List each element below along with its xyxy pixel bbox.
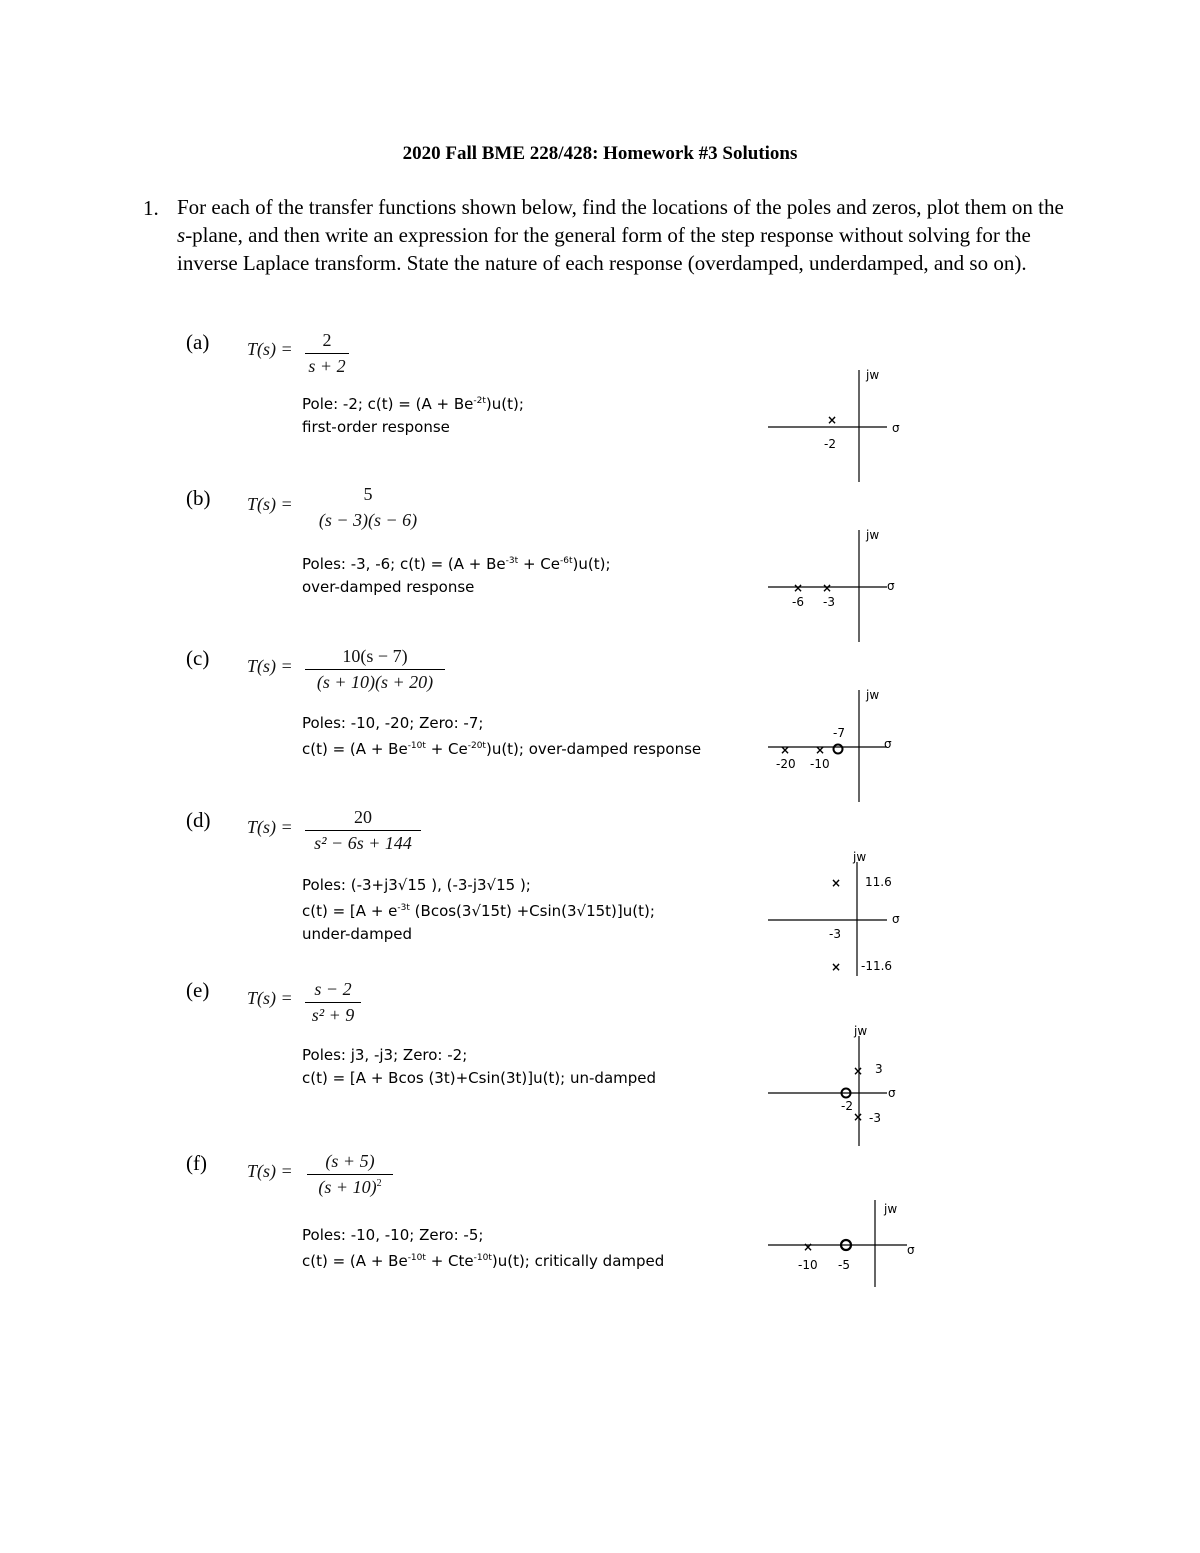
question-number: 1. [143, 196, 159, 220]
denominator: s + 2 [308, 356, 346, 376]
answer-text: + Cte [425, 1252, 474, 1270]
pole-marker: × [780, 743, 791, 757]
equation-lhs: T(s) = [247, 1161, 293, 1181]
zero-label: -7 [833, 726, 845, 740]
pole-marker: × [793, 581, 804, 595]
denominator: (s + 10)(s + 20) [316, 672, 434, 692]
part-d-label: (d) [186, 808, 211, 832]
part-f-label: (f) [186, 1151, 207, 1175]
part-f-pole-zero-plot [765, 1190, 925, 1295]
jw-label: jw [854, 1024, 868, 1038]
equation-lhs: T(s) = [247, 494, 293, 514]
answer-line-2: c(t) = [A + Bcos (3t)+Csin(3t)]u(t); un-damped [302, 1069, 657, 1087]
denominator-wrap [307, 1177, 393, 1198]
pole-label: -10 [810, 757, 830, 771]
jw-label: jw [866, 528, 880, 542]
denominator: s² − 6s + 144 [314, 833, 412, 853]
answer-line-1: Poles: -10, -20; Zero: -7; [302, 714, 484, 732]
pole-label: -10 [798, 1258, 818, 1272]
numerator: 10(s − 7) [342, 646, 408, 666]
pole-marker: × [815, 743, 826, 757]
pole-marker: × [831, 876, 842, 890]
answer-text: c(t) = [A + e [302, 902, 398, 920]
part-e-pole-zero-plot [765, 1020, 915, 1155]
answer-text: Poles: -3, -6; c(t) = (A + Be [302, 555, 506, 573]
jw-label: jw [884, 1202, 898, 1216]
exponent: -3t [505, 556, 519, 566]
numerator: 20 [354, 807, 372, 827]
sigma-label: σ [892, 421, 900, 435]
pole-marker: × [822, 581, 833, 595]
exponent: 2 [376, 1178, 382, 1189]
page-title: 2020 Fall BME 228/428: Homework #3 Solutions [402, 143, 798, 164]
pole-marker: × [831, 960, 842, 974]
answer-line-1 [302, 550, 611, 576]
part-b-answer [302, 550, 611, 599]
sigma-label: σ [892, 912, 900, 926]
pole-label: -3 [823, 595, 835, 609]
answer-line-2: first-order response [302, 418, 450, 436]
jw-label: jw [866, 688, 880, 702]
question-text [177, 193, 1077, 277]
fraction-bar [305, 1002, 361, 1003]
exponent: -6t [560, 556, 573, 566]
answer-line-1: Poles: -10, -10; Zero: -5; [302, 1226, 484, 1244]
exponent: -10t [407, 1253, 426, 1263]
equation-lhs: T(s) = [247, 656, 293, 676]
fraction-bar [305, 830, 421, 831]
sigma-label: σ [888, 1086, 896, 1100]
denominator: s² + 9 [311, 1005, 355, 1025]
exponent: -10t [473, 1253, 492, 1263]
part-a-answer [302, 390, 524, 439]
s-symbol: s [177, 223, 186, 247]
numerator: (s + 5) [325, 1151, 375, 1171]
sigma-label: σ [907, 1243, 915, 1257]
numerator: 2 [322, 330, 332, 350]
fraction-bar [307, 1174, 393, 1175]
jw-label: jw [866, 368, 880, 382]
part-d-pole-zero-plot [765, 848, 915, 983]
pole-label: -2 [824, 437, 836, 451]
part-c-label: (c) [186, 646, 210, 670]
pole-label: 3 [875, 1062, 883, 1076]
equation-lhs: T(s) = [247, 339, 293, 359]
part-b-label: (b) [186, 486, 211, 510]
part-c-pole-zero-plot [765, 680, 915, 810]
part-d-answer [302, 874, 655, 946]
answer-text: + Ce [425, 740, 468, 758]
zero-label: -5 [838, 1258, 850, 1272]
question-text-part1: For each of the transfer functions shown below, find the locations of the poles and zeros, plot them on the [177, 195, 1064, 219]
denominator: (s − 3)(s − 6) [318, 510, 418, 530]
answer-text: Pole: -2; c(t) = (A + Be [302, 395, 474, 413]
equation-lhs: T(s) = [247, 817, 293, 837]
answer-line-1: Poles: j3, -j3; Zero: -2; [302, 1046, 468, 1064]
question-text-part2: -plane, and then write an expression for the general form of the step response without solving for the inverse Laplace transform. State the nature of each response (overdamped, underdamped, and so on). [177, 223, 1031, 275]
pole-marker: × [853, 1064, 864, 1078]
answer-line-2 [302, 735, 701, 761]
pole-marker: × [827, 413, 838, 427]
pole-label: -11.6 [861, 959, 893, 973]
sigma-label: σ [887, 579, 895, 593]
jw-label: jw [853, 850, 867, 864]
answer-text: + Ce [518, 555, 560, 573]
pole-label: -3 [869, 1111, 881, 1125]
zero-marker [834, 745, 843, 754]
real-label: -3 [829, 927, 841, 941]
numerator: s − 2 [314, 979, 352, 999]
zero-label: -2 [841, 1099, 853, 1113]
answer-text: c(t) = (A + Be [302, 1252, 408, 1270]
pole-marker: × [803, 1240, 814, 1254]
numerator: 5 [363, 484, 373, 504]
answer-text: (Bcos(3√15t) +Csin(3√15t)]u(t); [409, 902, 655, 920]
answer-text: )u(t); critically damped [491, 1252, 665, 1270]
pole-label: -20 [776, 757, 796, 771]
part-f-answer [302, 1224, 664, 1273]
part-c-answer [302, 712, 701, 761]
exponent: -2t [473, 396, 486, 406]
answer-line-2: over-damped response [302, 578, 475, 596]
answer-line-1: Poles: (-3+j3√15 ), (-3-j3√15 ); [302, 876, 531, 894]
pole-label: -6 [792, 595, 804, 609]
answer-line-1 [302, 390, 524, 416]
pole-marker: × [853, 1110, 864, 1124]
exponent: -10t [407, 741, 426, 751]
exponent: -3t [397, 903, 410, 913]
exponent: -20t [467, 741, 486, 751]
answer-line-2 [302, 897, 655, 923]
fraction-bar [305, 353, 349, 354]
part-e-label: (e) [186, 978, 210, 1002]
answer-text: )u(t); over-damped response [485, 740, 702, 758]
fraction-bar [309, 507, 427, 508]
answer-text: )u(t); [485, 395, 524, 413]
answer-text: )u(t); [572, 555, 611, 573]
answer-line-2 [302, 1247, 664, 1273]
part-e-answer [302, 1044, 656, 1090]
fraction-bar [305, 669, 445, 670]
answer-line-3: under-damped [302, 925, 412, 943]
sigma-label: σ [884, 737, 892, 751]
pole-label: 11.6 [865, 875, 892, 889]
part-a-pole-zero-plot [765, 360, 915, 490]
part-b-pole-zero-plot [765, 520, 915, 650]
part-a-label: (a) [186, 330, 210, 354]
denominator: (s + 10) [318, 1177, 377, 1197]
answer-text: c(t) = (A + Be [302, 740, 408, 758]
equation-lhs: T(s) = [247, 988, 293, 1008]
